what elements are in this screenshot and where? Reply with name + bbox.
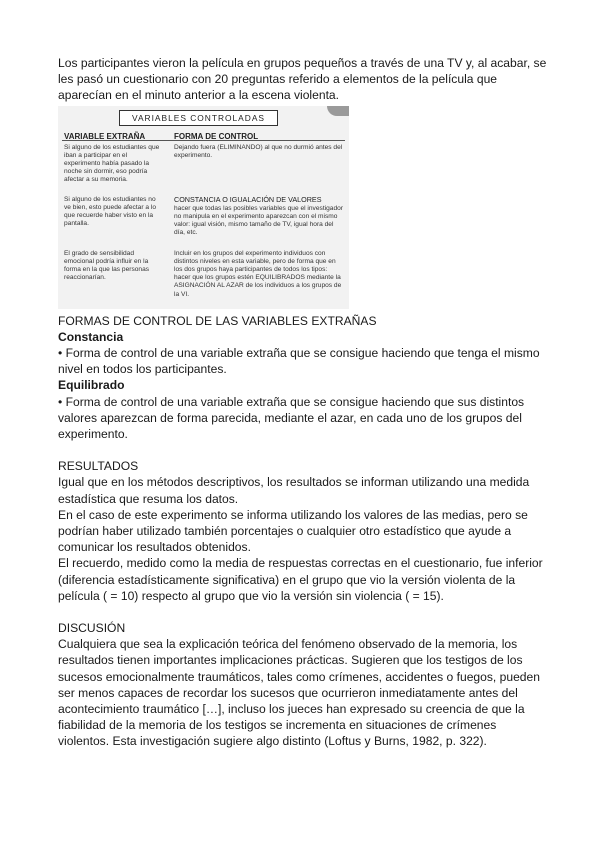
intro-paragraph: Los participantes vieron la película en grupos pequeños a través de una TV y, al acabar, se les pasó un cuestionario con 20 preguntas referido a elementos de la película que aparecían en el minuto anterior a la escena violenta.	[58, 56, 547, 103]
figure-header-row	[62, 127, 345, 141]
constancia-text: • Forma de control de una variable extraña que se consigue haciendo que tenga el mismo nivel en todos los participantes.	[58, 346, 540, 377]
row2-variable: Si alguno de los estudiantes no ve bien, esto puede afectar a lo que recuerde haber visto en la pantalla.	[64, 195, 157, 228]
row3-control: Incluir en los grupos del experimento individuos con distintos niveles en esta variable, pero de forma que en los dos grupos haya participantes de todos los tipos: hacer que los grupos estén EQUILIBRADOS mediante la ASIGNACIÓN AL AZAR de los individuos a los grupos de la VI.	[174, 249, 342, 298]
resultados-paragraph-1: Igual que en los métodos descriptivos, los resultados se informan utilizando una medida estadística que resuma los datos.	[58, 475, 530, 506]
figure-corner-tab	[327, 106, 349, 116]
row1-control: Dejando fuera (ELIMINANDO) al que no durmió antes del experimento.	[174, 143, 343, 159]
formas-heading: FORMAS DE CONTROL DE LAS VARIABLES EXTRAÑAS	[58, 313, 377, 328]
spacer	[58, 442, 548, 458]
spacer	[58, 604, 548, 620]
equilibrado-text: • Forma de control de una variable extraña que se consigue haciendo que sus distintos valores aparezcan de forma parecida, mediante el azar, en cada uno de los grupos del experimento.	[58, 394, 525, 442]
document-page	[58, 55, 548, 750]
row1-variable: Si alguno de los estudiantes que iban a participar en el experimento había pasado la noche sin dormir, eso podría afectar a su memoria.	[64, 143, 160, 184]
discusion-paragraph: Cualquiera que sea la explicación teórica del fenómeno observado de la memoria, los resultados tienen importantes implicaciones prácticas. Sugieren que los testigos de los sucesos emocionalmente traumáticos, tales como crímenes, accidentes o fuegos, pueden ser menos capaces de recordar los sucesos que ocurrieron inmediatamente antes del acontecimiento traumático […], incluso los jueces han expresado su creencia de que la fiabilidad de la memoria de los testigos se incrementa en situaciones de crímenes violentos. Esta investigación sugiere algo distinto (Loftus y Burns, 1982, p. 322).	[58, 637, 540, 749]
variables-table-figure	[58, 106, 349, 309]
equilibrado-heading: Equilibrado	[58, 378, 125, 393]
col-control-header: FORMA DE CONTROL	[174, 131, 259, 141]
row2-control-heading: CONSTANCIA O IGUALACIÓN DE VALORES	[174, 194, 322, 204]
figure-title: VARIABLES CONTROLADAS	[119, 110, 278, 126]
constancia-heading: Constancia	[58, 329, 124, 344]
resultados-paragraph-3: El recuerdo, medido como la media de respuestas correctas en el cuestionario, fue inferior (diferencia estadísticamente significativa) en el grupo que vio la versión violenta de la película ( = 10) respecto al grupo que vio la versión sin violencia ( = 15).	[58, 556, 543, 603]
col-variable-header: VARIABLE EXTRAÑA	[64, 131, 146, 141]
discusion-heading: DISCUSIÓN	[58, 621, 126, 636]
resultados-paragraph-2: En el caso de este experimento se informa utilizando los valores de las medias, pero se podrían haber utilizado también porcentajes o cualquier otro estadístico que ayude a comunicar los resultados obtenidos.	[58, 507, 528, 555]
row2-control: hacer que todas las posibles variables que el investigador no manipula en el experimento aparezcan con el mismo valor: igual visión, mismo tamaño de TV, igual hora del día, etc.	[174, 204, 343, 237]
resultados-heading: RESULTADOS	[58, 459, 139, 474]
row3-variable: El grado de sensibilidad emocional podría influir en la forma en la que las personas reaccionarían.	[64, 249, 150, 282]
